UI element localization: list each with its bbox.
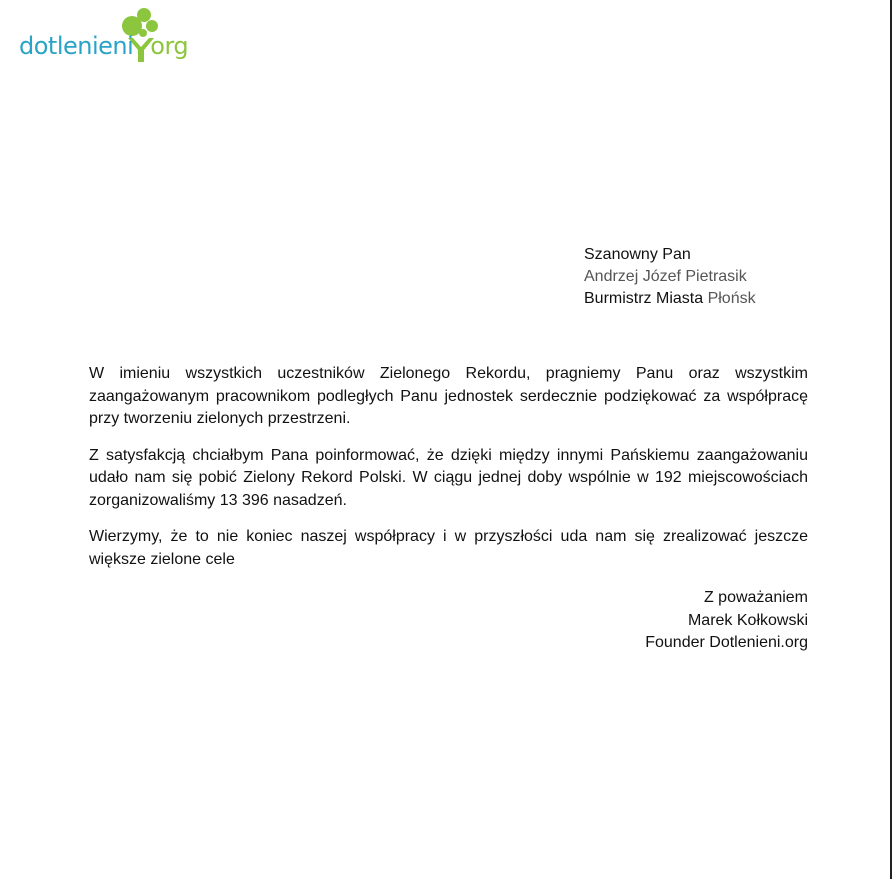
- body-paragraph-2: Z satysfakcją chciałbym Pana poinformować, że dzięki między innymi Pańskiemu zaangażowaniu udało nam się pobić Zielony Rekord Polski. W ciągu jednej doby wspólnie w 192 miejscowościach zorganizowaliśmy 13 396 nasadzeń.: [89, 446, 808, 509]
- recipient-title-city: Płońsk: [707, 290, 756, 307]
- logo-wordmark: [19, 34, 188, 58]
- signature-block: [560, 587, 808, 655]
- signature-name: Marek Kołkowski: [687, 611, 808, 629]
- body-paragraph-1: W imieniu wszystkich uczestników Zielonego Rekordu, pragniemy Panu oraz wszystkim zaangażowanym pracownikom podległych Panu jednostek serdecznie podziękować za współpracę przy tworzeniu zielonych przestrzeni.: [89, 365, 808, 427]
- logo-text-org: org: [150, 32, 189, 60]
- recipient-name: Andrzej Józef Pietrasik: [584, 268, 747, 285]
- logo-text-dotlenieni: dotlenieni: [19, 32, 134, 60]
- body-paragraph-3: Wierzymy, że to nie koniec naszej współpracy i w przyszłości uda nam się zrealizować jeszcze większe zielone cele: [89, 528, 808, 568]
- recipient-title: [584, 288, 756, 310]
- recipient-salutation: Szanowny Pan: [584, 246, 691, 263]
- signature-closing: Z poważaniem: [703, 589, 808, 606]
- recipient-title-role: Burmistrz Miasta: [584, 290, 704, 307]
- letter-body: [89, 363, 808, 585]
- logo: [18, 4, 198, 68]
- signature-role: Founder Dotlenieni.org: [645, 634, 808, 651]
- recipient-block: [584, 244, 756, 310]
